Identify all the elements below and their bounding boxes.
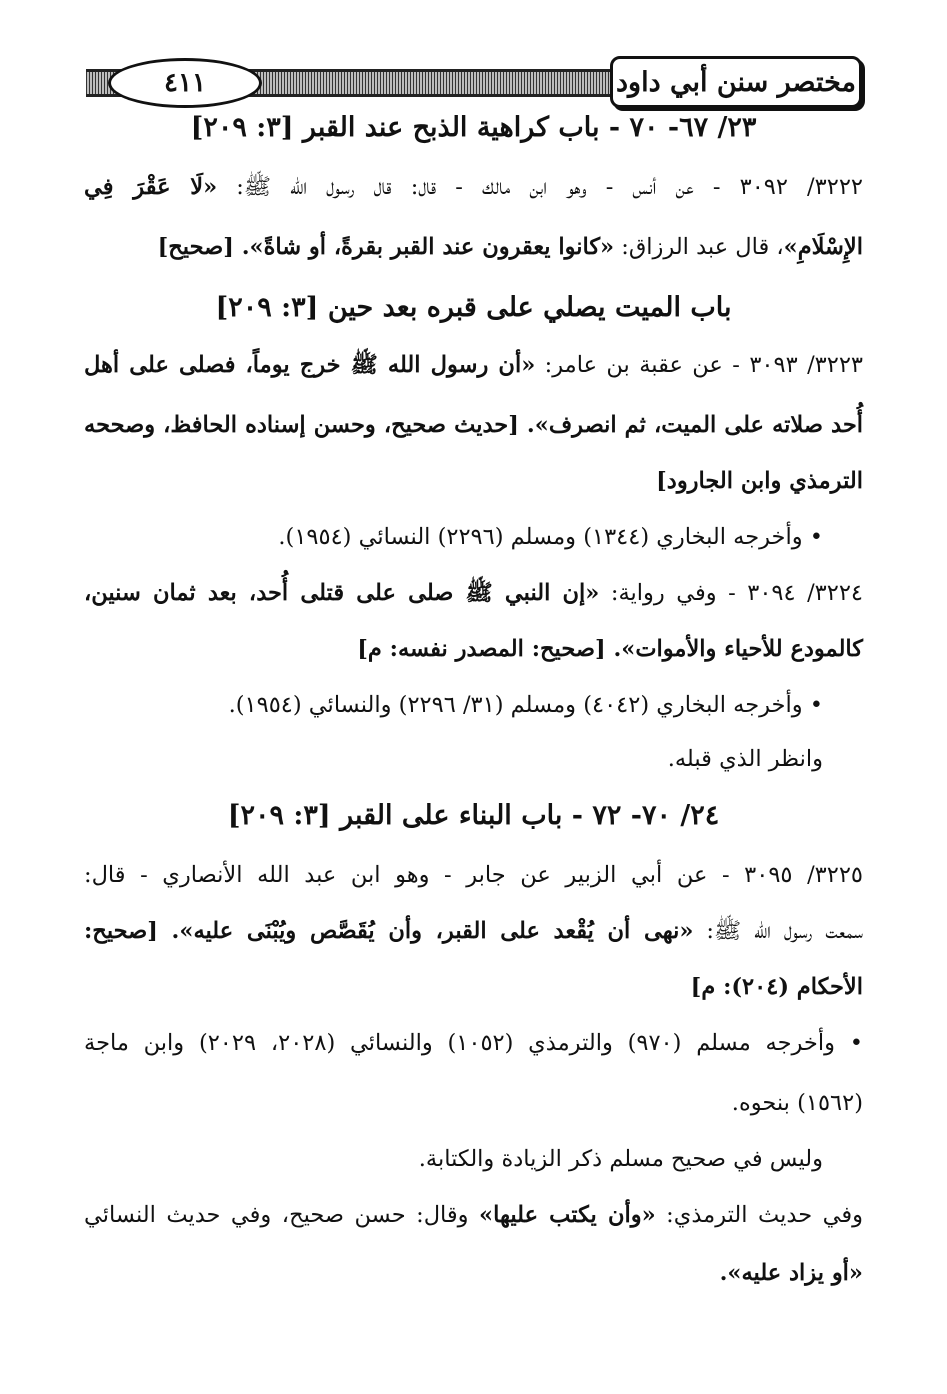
- takhrij-3225-line-1: • وأخرجه مسلم (٩٧٠) والترمذي (١٠٥٢) والنسائي (٢٠٢٨، ٢٠٢٩) وابن ماجة: [84, 1030, 863, 1056]
- note-tirmidhi-line-2: «أو يزاد عليه».: [719, 1260, 863, 1286]
- chapter-heading-23: ٢٣/ ٦٧- ٧٠ - باب كراهية الذبح عند القبر [٣: ٢٠٩]: [190, 112, 757, 143]
- page-number: ٤١١: [164, 68, 206, 98]
- note-tirmidhi-line-1: [84, 1202, 863, 1228]
- page-number-oval: [108, 58, 262, 108]
- note-tirmidhi-quote: «وأن يكتب عليها»: [479, 1202, 656, 1228]
- hadith-3222-line-1: [84, 174, 863, 206]
- hadith-3224-line-1: [84, 580, 863, 612]
- hadith-3225-intro: سمعت رسول الله ﷺ:: [693, 918, 864, 944]
- hadith-3224-line-2: كالمودع للأحياء والأموات». [صحيح: المصدر نفسه: م]: [357, 636, 863, 662]
- hadith-3225-line-2: [84, 918, 863, 950]
- note-see-previous: وانظر الذي قبله.: [667, 746, 823, 772]
- hadith-3222-line-2: [84, 234, 863, 260]
- hadith-3223-line-1: [84, 352, 863, 384]
- chapter-heading-prayer-grave: باب الميت يصلي على قبره بعد حين [٣: ٢٠٩]: [215, 292, 732, 323]
- takhrij-3223: • وأخرجه البخاري (١٣٤٤) ومسلم (٢٢٩٦) النسائي (١٩٥٤).: [278, 524, 823, 550]
- hadith-3222-quote-end: الإِسْلَامِ»: [783, 234, 863, 260]
- hadith-3225-line-3: الأحكام (٢٠٤): م]: [690, 974, 863, 1000]
- note-muslim: وليس في صحيح مسلم ذكر الزيادة والكتابة.: [418, 1146, 823, 1172]
- takhrij-3225-line-2: (١٥٦٢) بنحوه.: [731, 1090, 863, 1116]
- takhrij-3224: • وأخرجه البخاري (٤٠٤٢) ومسلم (٣١/ ٢٢٩٦) والنسائي (١٩٥٤).: [228, 692, 823, 718]
- note-tirmidhi-intro: وفي حديث الترمذي:: [655, 1202, 863, 1228]
- chapter-heading-24: ٢٤/ ٧٠- ٧٢ - باب البناء على القبر [٣: ٢٠٩]: [227, 800, 720, 831]
- hadith-3222-quote-start: «لَا عَقْرَ فِي: [84, 174, 218, 200]
- book-title-box: [610, 56, 862, 108]
- hadith-3224-quote-start: «إن النبي ﷺ صلى على قتلى أُحد، بعد ثمان سنين،: [84, 580, 600, 606]
- page-header: [86, 56, 862, 108]
- hadith-3225-line-1: ٣٢٢٥/ ٣٠٩٥ - عن أبي الزبير عن جابر - وهو ابن عبد الله الأنصاري - قال:: [84, 862, 864, 888]
- hadith-3223-line-3: الترمذي وابن الجارود]: [656, 468, 863, 494]
- note-tirmidhi-comment: وقال: حسن صحيح، وفي حديث النسائي: [84, 1202, 480, 1228]
- hadith-3222-intro: ٣٢٢٢/ ٣٠٩٢ - عن أنس - وهو ابن مالك - قال: قال رسول الله ﷺ:: [217, 174, 863, 200]
- hadith-3223-quote-start: «أن رسول الله ﷺ خرج يوماً، فصلى على أهل: [84, 352, 536, 378]
- hadith-3224-intro: ٣٢٢٤/ ٣٠٩٤ - وفي رواية:: [599, 580, 863, 606]
- hadith-3223-line-2: أُحد صلاته على الميت، ثم انصرف». [حديث صحيح، وحسن إسناده الحافظ، وصححه: [84, 412, 863, 438]
- hadith-3222-addition: «كانوا يعقرون عند القبر بقرةً، أو شاةً». [صحيح]: [157, 234, 615, 260]
- hadith-3225-quote: «نهى أن يُقْعد على القبر، وأن يُقَصَّص ويُبْنَى عليه». [صحيح:: [84, 918, 694, 944]
- hadith-3222-narrator: ، قال عبد الرزاق:: [614, 234, 784, 260]
- hadith-3223-intro: ٣٢٢٣/ ٣٠٩٣ - عن عقبة بن عامر:: [535, 352, 863, 378]
- book-title: مختصر سنن أبي داود: [616, 66, 856, 98]
